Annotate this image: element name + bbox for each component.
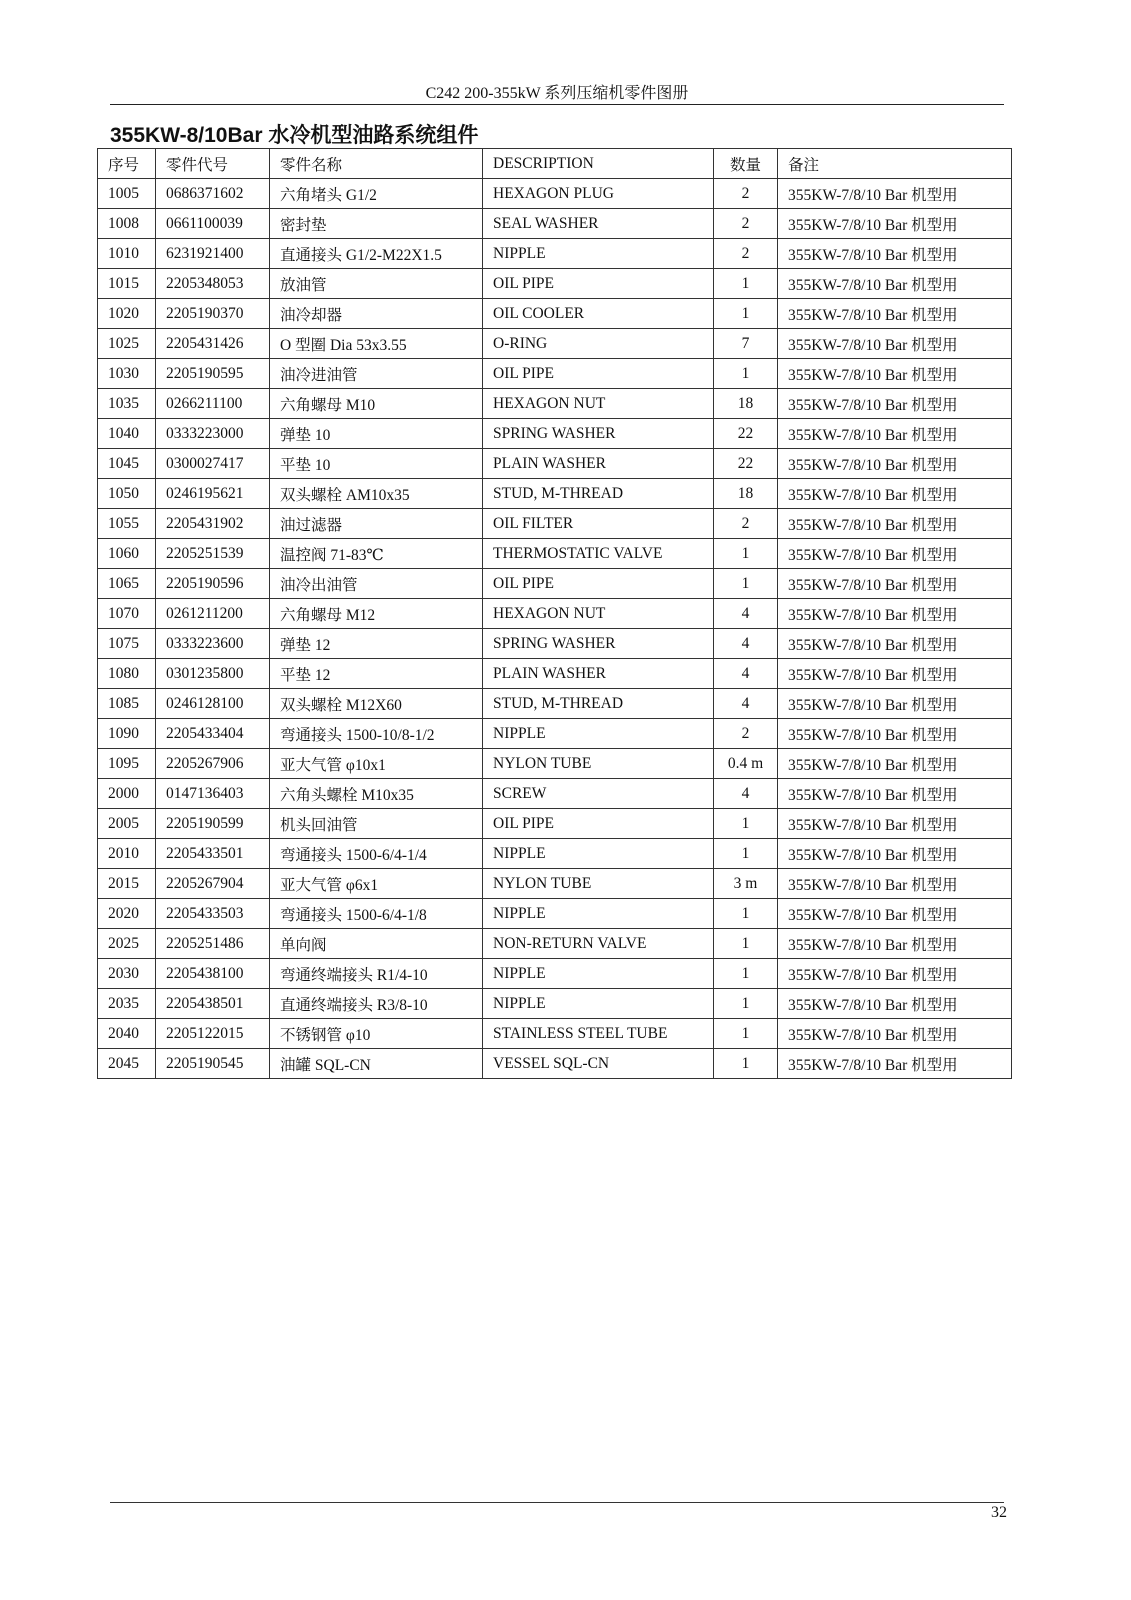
cell-remark: 355KW-7/8/10 Bar 机型用	[778, 779, 1012, 809]
table-row	[98, 689, 1012, 719]
cell-name: 六角堵头 G1/2	[270, 179, 483, 209]
parts-table-body	[98, 179, 1012, 1079]
cell-seq: 2035	[98, 989, 156, 1019]
header-name: 零件名称	[270, 149, 483, 179]
section-title: 355KW-8/10Bar 水冷机型油路系统组件	[110, 124, 479, 147]
cell-description: OIL PIPE	[483, 269, 714, 299]
cell-name: 平垫 12	[270, 659, 483, 689]
cell-name: 六角螺母 M12	[270, 599, 483, 629]
cell-description: OIL PIPE	[483, 569, 714, 599]
cell-seq: 1065	[98, 569, 156, 599]
cell-code: 0301235800	[156, 659, 270, 689]
cell-description: STUD, M-THREAD	[483, 479, 714, 509]
cell-description: NIPPLE	[483, 989, 714, 1019]
cell-seq: 2010	[98, 839, 156, 869]
cell-description: THERMOSTATIC VALVE	[483, 539, 714, 569]
cell-name: 直通终端接头 R3/8-10	[270, 989, 483, 1019]
cell-seq: 1015	[98, 269, 156, 299]
cell-qty: 4	[714, 689, 778, 719]
cell-remark: 355KW-7/8/10 Bar 机型用	[778, 209, 1012, 239]
header-qty: 数量	[714, 149, 778, 179]
cell-code: 0246195621	[156, 479, 270, 509]
cell-seq: 1010	[98, 239, 156, 269]
cell-seq: 1025	[98, 329, 156, 359]
cell-description: HEXAGON PLUG	[483, 179, 714, 209]
cell-qty: 1	[714, 899, 778, 929]
cell-description: NIPPLE	[483, 239, 714, 269]
cell-remark: 355KW-7/8/10 Bar 机型用	[778, 1049, 1012, 1079]
table-row	[98, 269, 1012, 299]
cell-seq: 2020	[98, 899, 156, 929]
cell-remark: 355KW-7/8/10 Bar 机型用	[778, 389, 1012, 419]
cell-name: 单向阀	[270, 929, 483, 959]
cell-code: 0246128100	[156, 689, 270, 719]
table-row	[98, 569, 1012, 599]
cell-qty: 4	[714, 779, 778, 809]
cell-qty: 18	[714, 479, 778, 509]
cell-code: 2205433404	[156, 719, 270, 749]
cell-remark: 355KW-7/8/10 Bar 机型用	[778, 419, 1012, 449]
cell-remark: 355KW-7/8/10 Bar 机型用	[778, 179, 1012, 209]
parts-table-head	[98, 149, 1012, 179]
running-header: C242 200-355kW 系列压缩机零件图册	[425, 85, 689, 102]
cell-name: 六角头螺栓 M10x35	[270, 779, 483, 809]
cell-code: 2205190370	[156, 299, 270, 329]
table-row	[98, 449, 1012, 479]
cell-qty: 1	[714, 1019, 778, 1049]
cell-seq: 1080	[98, 659, 156, 689]
cell-description: OIL FILTER	[483, 509, 714, 539]
cell-qty: 1	[714, 299, 778, 329]
cell-description: NIPPLE	[483, 719, 714, 749]
table-row	[98, 659, 1012, 689]
cell-description: NYLON TUBE	[483, 749, 714, 779]
cell-description: NIPPLE	[483, 959, 714, 989]
cell-seq: 1045	[98, 449, 156, 479]
header-rule	[110, 104, 1004, 105]
table-row	[98, 509, 1012, 539]
cell-description: SEAL WASHER	[483, 209, 714, 239]
cell-qty: 1	[714, 809, 778, 839]
cell-seq: 1085	[98, 689, 156, 719]
cell-name: 不锈钢管 φ10	[270, 1019, 483, 1049]
cell-description: NON-RETURN VALVE	[483, 929, 714, 959]
cell-name: 油冷进油管	[270, 359, 483, 389]
cell-code: 2205122015	[156, 1019, 270, 1049]
cell-code: 2205433501	[156, 839, 270, 869]
cell-remark: 355KW-7/8/10 Bar 机型用	[778, 359, 1012, 389]
table-row	[98, 539, 1012, 569]
cell-code: 0147136403	[156, 779, 270, 809]
header-description: DESCRIPTION	[483, 149, 714, 179]
cell-name: 直通接头 G1/2-M22X1.5	[270, 239, 483, 269]
cell-qty: 4	[714, 629, 778, 659]
cell-remark: 355KW-7/8/10 Bar 机型用	[778, 749, 1012, 779]
table-row	[98, 869, 1012, 899]
cell-remark: 355KW-7/8/10 Bar 机型用	[778, 959, 1012, 989]
cell-description: OIL PIPE	[483, 809, 714, 839]
table-row	[98, 629, 1012, 659]
table-row	[98, 1019, 1012, 1049]
cell-qty: 0.4 m	[714, 749, 778, 779]
cell-qty: 1	[714, 839, 778, 869]
cell-code: 0300027417	[156, 449, 270, 479]
table-row	[98, 479, 1012, 509]
cell-description: NYLON TUBE	[483, 869, 714, 899]
cell-name: 六角螺母 M10	[270, 389, 483, 419]
cell-code: 2205438100	[156, 959, 270, 989]
table-row	[98, 809, 1012, 839]
table-row	[98, 419, 1012, 449]
cell-name: 亚大气管 φ6x1	[270, 869, 483, 899]
cell-qty: 1	[714, 989, 778, 1019]
table-row	[98, 209, 1012, 239]
cell-description: O-RING	[483, 329, 714, 359]
cell-remark: 355KW-7/8/10 Bar 机型用	[778, 449, 1012, 479]
cell-remark: 355KW-7/8/10 Bar 机型用	[778, 539, 1012, 569]
cell-name: 油过滤器	[270, 509, 483, 539]
table-row	[98, 299, 1012, 329]
cell-name: O 型圈 Dia 53x3.55	[270, 329, 483, 359]
header-row	[98, 149, 1012, 179]
cell-description: STAINLESS STEEL TUBE	[483, 1019, 714, 1049]
cell-qty: 1	[714, 539, 778, 569]
cell-name: 双头螺栓 AM10x35	[270, 479, 483, 509]
cell-seq: 2025	[98, 929, 156, 959]
cell-qty: 2	[714, 209, 778, 239]
cell-description: SCREW	[483, 779, 714, 809]
table-row	[98, 989, 1012, 1019]
cell-description: OIL COOLER	[483, 299, 714, 329]
footer-rule	[110, 1502, 1004, 1503]
table-row	[98, 899, 1012, 929]
table-row	[98, 749, 1012, 779]
cell-remark: 355KW-7/8/10 Bar 机型用	[778, 839, 1012, 869]
cell-seq: 1030	[98, 359, 156, 389]
cell-code: 2205190599	[156, 809, 270, 839]
cell-remark: 355KW-7/8/10 Bar 机型用	[778, 809, 1012, 839]
cell-qty: 22	[714, 449, 778, 479]
cell-name: 弯通终端接头 R1/4-10	[270, 959, 483, 989]
table-row	[98, 1049, 1012, 1079]
cell-seq: 1070	[98, 599, 156, 629]
cell-description: SPRING WASHER	[483, 629, 714, 659]
cell-qty: 22	[714, 419, 778, 449]
cell-remark: 355KW-7/8/10 Bar 机型用	[778, 899, 1012, 929]
cell-remark: 355KW-7/8/10 Bar 机型用	[778, 509, 1012, 539]
cell-code: 2205190545	[156, 1049, 270, 1079]
cell-code: 0266211100	[156, 389, 270, 419]
cell-remark: 355KW-7/8/10 Bar 机型用	[778, 479, 1012, 509]
cell-remark: 355KW-7/8/10 Bar 机型用	[778, 299, 1012, 329]
cell-description: PLAIN WASHER	[483, 659, 714, 689]
cell-remark: 355KW-7/8/10 Bar 机型用	[778, 989, 1012, 1019]
cell-name: 弯通接头 1500-6/4-1/4	[270, 839, 483, 869]
cell-remark: 355KW-7/8/10 Bar 机型用	[778, 569, 1012, 599]
cell-name: 弯通接头 1500-6/4-1/8	[270, 899, 483, 929]
cell-name: 平垫 10	[270, 449, 483, 479]
table-row	[98, 359, 1012, 389]
cell-name: 双头螺栓 M12X60	[270, 689, 483, 719]
cell-name: 油冷却器	[270, 299, 483, 329]
cell-remark: 355KW-7/8/10 Bar 机型用	[778, 719, 1012, 749]
cell-seq: 1020	[98, 299, 156, 329]
cell-code: 0333223000	[156, 419, 270, 449]
cell-code: 2205190595	[156, 359, 270, 389]
cell-qty: 2	[714, 509, 778, 539]
header-code: 零件代号	[156, 149, 270, 179]
cell-description: PLAIN WASHER	[483, 449, 714, 479]
header-seq: 序号	[98, 149, 156, 179]
cell-seq: 1095	[98, 749, 156, 779]
cell-code: 2205431426	[156, 329, 270, 359]
cell-description: STUD, M-THREAD	[483, 689, 714, 719]
cell-seq: 1060	[98, 539, 156, 569]
cell-seq: 1050	[98, 479, 156, 509]
cell-name: 放油管	[270, 269, 483, 299]
cell-remark: 355KW-7/8/10 Bar 机型用	[778, 659, 1012, 689]
cell-code: 2205433503	[156, 899, 270, 929]
cell-description: VESSEL SQL-CN	[483, 1049, 714, 1079]
cell-qty: 1	[714, 929, 778, 959]
cell-qty: 1	[714, 359, 778, 389]
cell-remark: 355KW-7/8/10 Bar 机型用	[778, 329, 1012, 359]
cell-seq: 1075	[98, 629, 156, 659]
cell-qty: 3 m	[714, 869, 778, 899]
cell-remark: 355KW-7/8/10 Bar 机型用	[778, 599, 1012, 629]
cell-seq: 2040	[98, 1019, 156, 1049]
cell-seq: 1090	[98, 719, 156, 749]
table-row	[98, 779, 1012, 809]
page-number: 32	[991, 1504, 1007, 1521]
cell-seq: 2030	[98, 959, 156, 989]
cell-description: HEXAGON NUT	[483, 599, 714, 629]
cell-name: 密封垫	[270, 209, 483, 239]
cell-qty: 1	[714, 269, 778, 299]
cell-seq: 2015	[98, 869, 156, 899]
cell-name: 油罐 SQL-CN	[270, 1049, 483, 1079]
cell-qty: 2	[714, 719, 778, 749]
cell-remark: 355KW-7/8/10 Bar 机型用	[778, 929, 1012, 959]
cell-code: 2205251539	[156, 539, 270, 569]
cell-qty: 1	[714, 569, 778, 599]
table-row	[98, 389, 1012, 419]
cell-seq: 2045	[98, 1049, 156, 1079]
cell-remark: 355KW-7/8/10 Bar 机型用	[778, 239, 1012, 269]
cell-qty: 4	[714, 599, 778, 629]
cell-seq: 1040	[98, 419, 156, 449]
table-row	[98, 839, 1012, 869]
cell-seq: 2005	[98, 809, 156, 839]
cell-name: 亚大气管 φ10x1	[270, 749, 483, 779]
cell-seq: 2000	[98, 779, 156, 809]
cell-remark: 355KW-7/8/10 Bar 机型用	[778, 269, 1012, 299]
cell-code: 0661100039	[156, 209, 270, 239]
cell-seq: 1005	[98, 179, 156, 209]
cell-seq: 1055	[98, 509, 156, 539]
table-row	[98, 959, 1012, 989]
cell-qty: 18	[714, 389, 778, 419]
cell-seq: 1035	[98, 389, 156, 419]
cell-code: 0686371602	[156, 179, 270, 209]
table-row	[98, 239, 1012, 269]
table-row	[98, 179, 1012, 209]
cell-code: 2205267906	[156, 749, 270, 779]
cell-name: 弹垫 12	[270, 629, 483, 659]
cell-remark: 355KW-7/8/10 Bar 机型用	[778, 629, 1012, 659]
cell-name: 机头回油管	[270, 809, 483, 839]
cell-code: 0261211200	[156, 599, 270, 629]
parts-table	[97, 148, 1012, 1079]
cell-qty: 2	[714, 239, 778, 269]
cell-description: OIL PIPE	[483, 359, 714, 389]
cell-seq: 1008	[98, 209, 156, 239]
table-row	[98, 329, 1012, 359]
cell-code: 2205348053	[156, 269, 270, 299]
table-row	[98, 719, 1012, 749]
cell-qty: 1	[714, 1049, 778, 1079]
cell-code: 2205267904	[156, 869, 270, 899]
cell-remark: 355KW-7/8/10 Bar 机型用	[778, 869, 1012, 899]
cell-code: 6231921400	[156, 239, 270, 269]
cell-remark: 355KW-7/8/10 Bar 机型用	[778, 1019, 1012, 1049]
cell-name: 温控阀 71-83℃	[270, 539, 483, 569]
cell-code: 2205251486	[156, 929, 270, 959]
cell-name: 弹垫 10	[270, 419, 483, 449]
cell-description: SPRING WASHER	[483, 419, 714, 449]
cell-code: 0333223600	[156, 629, 270, 659]
cell-qty: 7	[714, 329, 778, 359]
header-remark: 备注	[778, 149, 1012, 179]
cell-name: 油冷出油管	[270, 569, 483, 599]
cell-code: 2205438501	[156, 989, 270, 1019]
cell-qty: 1	[714, 959, 778, 989]
cell-qty: 4	[714, 659, 778, 689]
cell-description: NIPPLE	[483, 899, 714, 929]
cell-qty: 2	[714, 179, 778, 209]
cell-remark: 355KW-7/8/10 Bar 机型用	[778, 689, 1012, 719]
table-row	[98, 599, 1012, 629]
cell-code: 2205190596	[156, 569, 270, 599]
table-row	[98, 929, 1012, 959]
cell-name: 弯通接头 1500-10/8-1/2	[270, 719, 483, 749]
cell-code: 2205431902	[156, 509, 270, 539]
cell-description: HEXAGON NUT	[483, 389, 714, 419]
cell-description: NIPPLE	[483, 839, 714, 869]
